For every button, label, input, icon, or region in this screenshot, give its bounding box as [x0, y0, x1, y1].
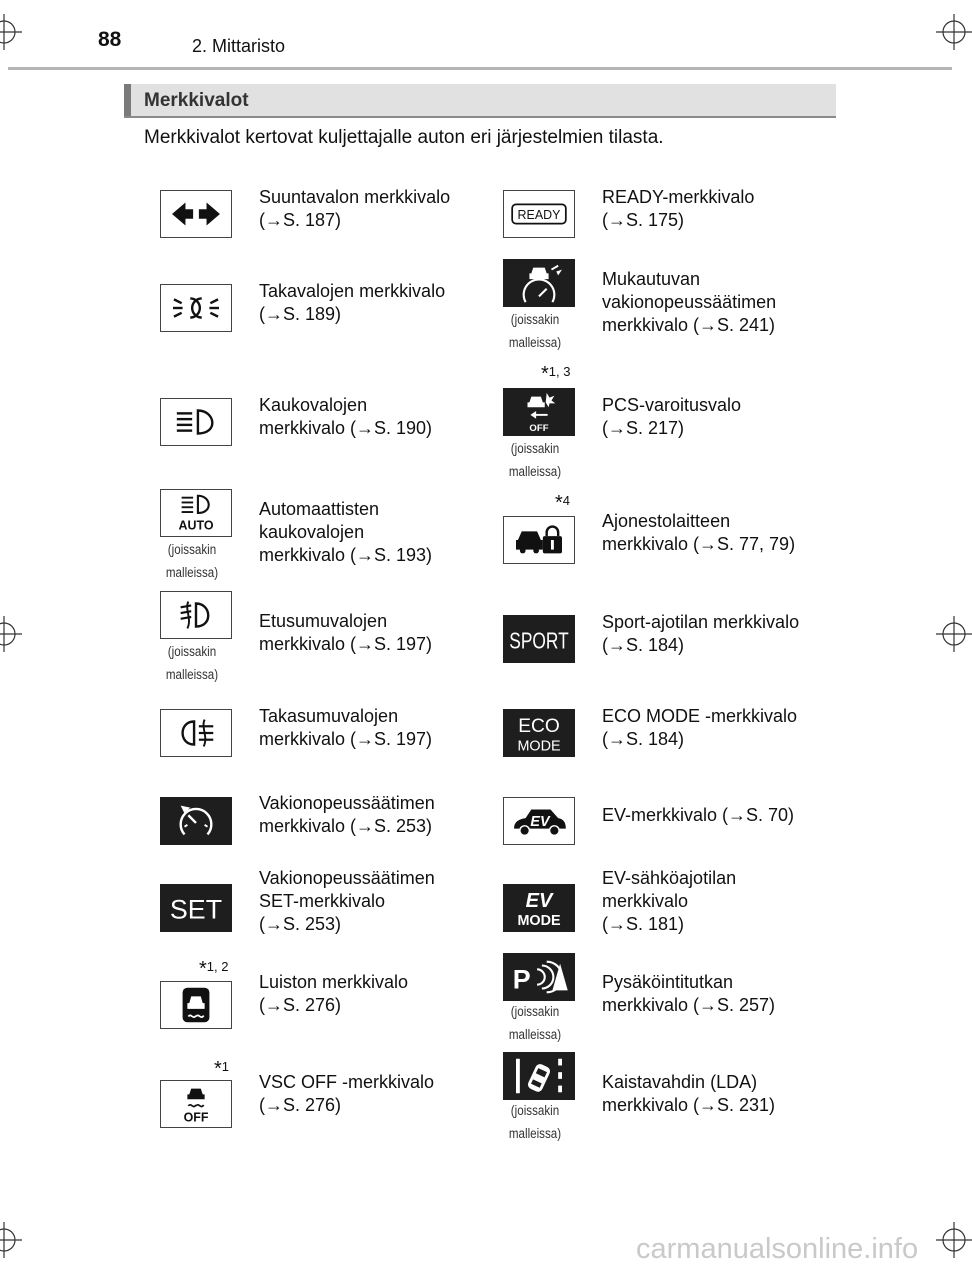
some-models-text: (joissakin malleissa) — [165, 644, 219, 682]
description-line: merkkivalo (→S. 197) — [259, 634, 433, 654]
description-line: Vakionopeussäätimen — [259, 868, 435, 888]
footnote-number: 1, 3 — [548, 364, 571, 379]
indicator-description — [602, 705, 817, 751]
footnote-marker — [555, 492, 570, 515]
parking-sensor-icon — [503, 953, 575, 1001]
description-line: Luiston merkkivalo — [259, 972, 409, 992]
rear-fog-icon — [160, 709, 232, 757]
description-line: ECO MODE -merkkivalo — [602, 706, 798, 726]
section-heading — [124, 84, 836, 118]
description-line: vakionopeussäätimen — [602, 292, 777, 312]
registration-mark-icon — [0, 14, 22, 50]
description-line: Etusumuvalojen — [259, 611, 388, 631]
indicator-description — [602, 394, 817, 440]
front-fog-icon — [160, 591, 232, 639]
description-line: merkkivalo — [602, 891, 689, 911]
description-line: SET-merkkivalo — [259, 891, 386, 911]
indicator-description — [602, 804, 817, 827]
ready-icon — [503, 190, 575, 238]
indicator-description — [259, 498, 474, 567]
auto-label: AUTO — [178, 518, 214, 533]
description-line: (→S. 184) — [602, 729, 685, 749]
ev-label: EV — [530, 813, 550, 830]
description-line: Takasumuvalojen — [259, 706, 399, 726]
ready-label: READY — [517, 207, 561, 222]
some-models-note — [501, 437, 570, 483]
chapter-title: 2. Mittaristo — [192, 36, 286, 56]
some-models-text: (joissakin malleissa) — [508, 312, 562, 350]
description-line: (→S. 276) — [259, 995, 342, 1015]
description-line: merkkivalo (→S. 197) — [259, 729, 433, 749]
cruise-set-icon — [160, 884, 232, 932]
footnote-marker — [199, 958, 228, 981]
description-line: Takavalojen merkkivalo — [259, 281, 446, 301]
radar-cruise-icon — [503, 259, 575, 307]
footnote-number: 1 — [221, 1059, 230, 1074]
description-line: VSC OFF -merkkivalo — [259, 1072, 435, 1092]
footnote-marker — [541, 363, 570, 386]
indicator-description — [602, 186, 817, 232]
description-line: EV-sähköajotilan — [602, 868, 737, 888]
some-models-text: (joissakin malleissa) — [508, 1004, 562, 1042]
footnote-star: * — [199, 958, 207, 980]
footnote-number: 4 — [562, 493, 571, 508]
description-line: (→S. 187) — [259, 210, 342, 230]
some-models-note — [158, 640, 227, 686]
some-models-text: (joissakin malleissa) — [508, 1103, 562, 1141]
registration-mark-icon — [0, 616, 22, 652]
description-line: merkkivalo (→S. 190) — [259, 418, 433, 438]
off-label: OFF — [529, 423, 549, 435]
description-line: Ajonestolaitteen — [602, 511, 731, 531]
header-divider — [8, 67, 952, 70]
registration-mark-icon — [936, 14, 972, 50]
footnote-marker — [214, 1058, 229, 1081]
indicator-description — [259, 971, 474, 1017]
some-models-note — [158, 538, 227, 584]
indicator-description — [259, 610, 474, 656]
auto-high-beam-icon — [160, 489, 232, 537]
description-line: Kaistavahdin (LDA) — [602, 1072, 758, 1092]
some-models-note — [501, 308, 570, 354]
indicator-description — [259, 867, 474, 936]
footnote-star: * — [214, 1058, 222, 1080]
footnote-number: 1, 2 — [206, 959, 229, 974]
description-line: PCS-varoitusvalo — [602, 395, 742, 415]
description-line: (→S. 276) — [259, 1095, 342, 1115]
indicator-description — [259, 186, 474, 232]
description-line: merkkivalo (→S. 231) — [602, 1095, 776, 1115]
footnote-star: * — [541, 363, 549, 385]
description-line: (→S. 181) — [602, 914, 685, 934]
description-line: (→S. 175) — [602, 210, 685, 230]
lane-departure-icon — [503, 1052, 575, 1100]
indicator-description — [602, 1071, 817, 1117]
slip-indicator-icon — [160, 981, 232, 1029]
watermark: carmanualsonline.info — [636, 1233, 919, 1265]
description-line: READY-merkkivalo — [602, 187, 755, 207]
ev-label: EV — [525, 890, 553, 913]
indicator-description — [259, 280, 474, 326]
description-line: merkkivalo (→S. 241) — [602, 315, 776, 335]
cruise-control-icon — [160, 797, 232, 845]
description-line: Vakionopeussäätimen — [259, 793, 435, 813]
sport-label: SPORT — [509, 627, 569, 654]
mode-label: MODE — [517, 738, 561, 755]
off-label: OFF — [183, 1110, 209, 1125]
description-line: Automaattisten — [259, 499, 380, 519]
ev-indicator-icon — [503, 797, 575, 845]
footnote-star: * — [555, 492, 563, 514]
pcs-off-icon — [503, 388, 575, 436]
mode-label: MODE — [517, 913, 561, 930]
description-line: Mukautuvan — [602, 269, 701, 289]
high-beam-icon — [160, 398, 232, 446]
description-line: (→S. 253) — [259, 914, 342, 934]
description-line: Pysäköintitutkan — [602, 972, 734, 992]
indicator-description — [602, 268, 817, 337]
eco-mode-icon — [503, 709, 575, 757]
intro-text: Merkkivalot kertovat kuljettajalle auton eri järjestelmien tilasta. — [144, 127, 664, 148]
some-models-text: (joissakin malleissa) — [165, 542, 219, 580]
indicator-description — [259, 705, 474, 751]
indicator-description — [259, 792, 474, 838]
eco-label: ECO — [518, 716, 560, 738]
indicator-description — [259, 1071, 474, 1117]
vsc-off-icon — [160, 1080, 232, 1128]
description-line: (→S. 189) — [259, 304, 342, 324]
description-line: Kaukovalojen — [259, 395, 368, 415]
indicator-description — [602, 867, 817, 936]
sport-mode-icon — [503, 615, 575, 663]
registration-mark-icon — [936, 1222, 972, 1258]
indicator-description — [602, 611, 817, 657]
indicator-description — [259, 394, 474, 440]
some-models-note — [501, 1099, 570, 1145]
description-line: Suuntavalon merkkivalo — [259, 187, 451, 207]
immobilizer-icon — [503, 516, 575, 564]
indicator-description — [602, 971, 817, 1017]
turn-signal-icon — [160, 190, 232, 238]
description-line: (→S. 217) — [602, 418, 685, 438]
p-label: P — [512, 964, 531, 995]
ev-mode-icon — [503, 884, 575, 932]
description-line: EV-merkkivalo (→S. 70) — [602, 805, 795, 825]
some-models-note — [501, 1000, 570, 1046]
description-line: Sport-ajotilan merkkivalo — [602, 612, 800, 632]
description-line: merkkivalo (→S. 77, 79) — [602, 534, 796, 554]
indicator-description — [602, 510, 817, 556]
section-heading-bar — [124, 84, 131, 116]
some-models-text: (joissakin malleissa) — [508, 441, 562, 479]
set-label: SET — [169, 894, 223, 925]
section-title: Merkkivalot — [144, 90, 249, 111]
tail-light-icon — [160, 284, 232, 332]
description-line: merkkivalo (→S. 257) — [602, 995, 776, 1015]
description-line: merkkivalo (→S. 253) — [259, 816, 433, 836]
page-number: 88 — [98, 28, 122, 51]
registration-mark-icon — [936, 616, 972, 652]
description-line: merkkivalo (→S. 193) — [259, 545, 433, 565]
description-line: (→S. 184) — [602, 635, 685, 655]
registration-mark-icon — [0, 1222, 22, 1258]
description-line: kaukovalojen — [259, 522, 365, 542]
